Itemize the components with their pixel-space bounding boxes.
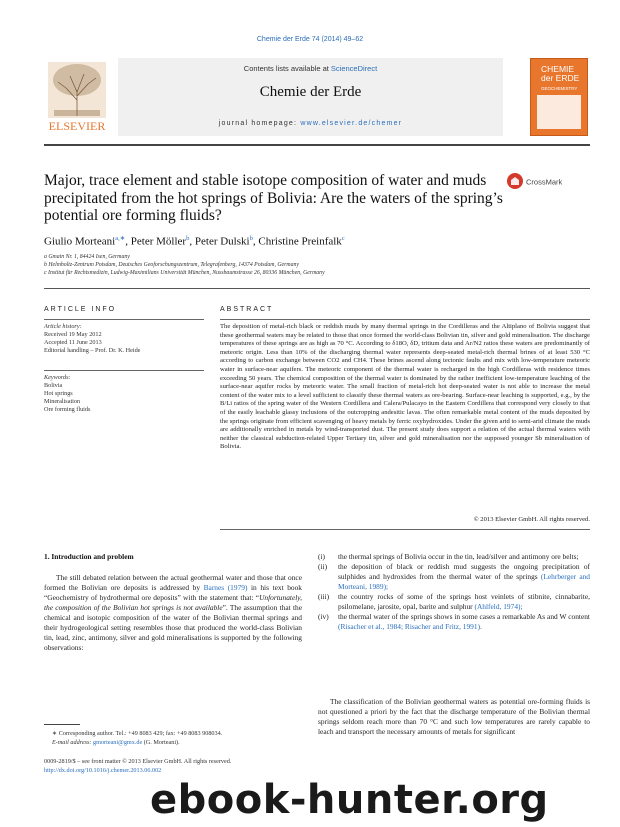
header-divider — [44, 144, 590, 146]
journal-reference[interactable]: Chemie der Erde 74 (2014) 49–62 — [256, 36, 364, 43]
intro-paragraph: The still debated relation between the actual geothermal water and those that once formed the Bolivian ore deposits is addressed by Barnes (1979) in his text book “Geochemistry of hydrothermal ore deposits” with the statement that: “Unfortunately, the composition of the Bolivian hot springs is not available”. The assumption that the chemical and isotopic composition of the water of the Bolivian thermal springs and their hydrogeological setting resembles those that produced the world-class Bolivian tin, lead, zinc, antimony, silver and gold mineralisations is supported by the following observations: — [44, 573, 303, 652]
abstract-heading: ABSTRACT — [220, 306, 274, 313]
affiliation-item: b Helmholtz-Zentrum Potsdam, Deutsches Geoforschungszentrum, Telegrafenberg, 14374 Potsdam, Germany — [44, 262, 299, 268]
elsevier-logo — [44, 60, 110, 134]
observation-list — [318, 552, 590, 632]
author-name: Peter Möller — [130, 235, 187, 248]
front-matter: 0009-2819/$ – see front matter © 2013 Elsevier GmbH. All rights reserved. http://dx.doi.org/10.1016/j.chemer.2013.06.002 — [44, 758, 232, 774]
contents-line: Contents lists available at ScienceDirect — [243, 64, 378, 73]
homepage-link[interactable]: www.elsevier.de/chemer — [300, 120, 403, 127]
abstract-end-divider — [220, 529, 590, 530]
keyword-item: Mineralisation — [44, 398, 81, 405]
sciencedirect-link[interactable]: ScienceDirect — [330, 64, 378, 73]
author-name: Peter Dulski — [194, 235, 250, 248]
article-info-heading: ARTICLE INFO — [44, 306, 117, 313]
crossmark-label: CrossMark — [526, 177, 563, 187]
journal-cover-thumbnail — [530, 58, 588, 136]
author-affiliation-link[interactable]: b — [186, 235, 190, 242]
abstract-text: The deposition of metal-rich black or reddish muds by many thermal springs in the Cordilleras and the Altiplano of Bolivia suggest that these geothermal waters may be related to those that once formed the world-class Bolivian tin, silver and gold mineralisation. The discharge temperatures of these springs are as high as 70 °C. According to δ18O, δD, tritium data and Ar/N2 ratios these waters are predominantly of meteoric origin. Less than 10% of the discharging thermal water represents deep-seated metal-rich thermal brines of at least 530 °C according to carbon exchange between CO2 and CH4. These brines ascend along tectonic faults and mix with low-temperature meteoric water in surface-near aquifers. The meteoric component of the thermal water is recharged in the high Cordilleras with residence times exceeding 50 years. The chemical composition of the thermal water is dominated by the rather inefficient low-temperature leaching of the surface-near aquifer rocks by meteoric water. The small fraction of metal-rich hot deep-seated water is not able to increase the metal content of the water mix to a level sufficient to classify these thermal waters as ore-bearing. Surface-near leaching is supported, e.g., by the B/Li ratios of the spring water of the Western Cordillera and Calera/Pulacayo in the Eastern Cordillera that correspond very closely to that of the easily leachable glassy inclusions of the outcropping andesitic lavas. The often remarkable metal content of the muds deposited by the springs originate from efficient scavenging of heavy metals by ferric oxyhydroxides. Under the given arid to semi-arid climate the muds are additionally enriched in metals by wind-transported dust. The present study does support a relation of the actual thermal waters with neither the classical subduction-related Upper Tertiary tin, silver and gold mineralisation nor the supposed younger Sb mineralisation of Bolivia. — [220, 323, 590, 451]
author-affiliation-link[interactable]: c — [341, 235, 345, 242]
article-title: Major, trace element and stable isotope composition of water and muds precipitated from the hot springs of Bolivia: Are the waters of the spring’s potential ore forming fluids? — [44, 172, 503, 224]
keyword-item: Hot springs — [44, 390, 73, 397]
citation-link[interactable]: Barnes (1979) — [203, 583, 248, 592]
journal-homepage: journal homepage: www.elsevier.de/chemer — [218, 120, 403, 127]
section-divider — [44, 288, 590, 289]
list-item: (iii) the country rocks of some of the springs host veinlets of stibnite, cinnabarite, psilomelane, jarosite, opal, barite and sulphur (Ahlfeld, 1974); — [318, 592, 590, 611]
footnote-divider — [44, 724, 80, 725]
cover-image — [537, 95, 581, 129]
history-item: Accepted 11 June 2013 — [44, 339, 102, 346]
abstract-divider — [220, 319, 590, 320]
list-item: (iv) the thermal water of the springs shows in some cases a remarkable As and W content (Risacher et al., 1984; Risacher and Fritz, 1991). — [318, 612, 590, 631]
keywords — [44, 374, 90, 414]
history-item: Received 19 May 2012 — [44, 331, 102, 338]
affiliation-item: c Institut für Rechtsmedizin, Ludwig-Maximilians Universität München, Nussbaumstrasse 26, 80336 München, Germany — [44, 270, 325, 276]
cover-title-1: CHEMIE — [541, 64, 575, 74]
history-label: Article history: — [44, 323, 82, 330]
citation-link[interactable]: (Lehrberger and Morteani, 1989); — [338, 572, 590, 591]
history-item: Editorial handling – Prof. Dr. K. Heide — [44, 347, 141, 354]
body-paragraph: The classification of the Bolivian geothermal waters as potential ore-forming fluids is not questioned a priori by the fact that the discharge temperature of the Bolivian thermal springs seldom reach more than 70 °C and such low temperatures are rarely capable to leach and transport the necessary amounts of metals for significant — [318, 697, 590, 736]
author-list: Giulio Morteani$^{a,∗}$, Peter Möller$^b$, Peter Dulski$^b$, Christine Preinfalk$^c$ — [44, 235, 345, 248]
author-name: Christine Preinfalk — [258, 235, 342, 248]
journal-title: Chemie der Erde — [259, 84, 362, 100]
article-info-divider — [44, 319, 204, 320]
affiliations — [44, 253, 325, 277]
list-item: (i) the thermal springs of Bolivia occur in the tin, lead/silver and antimony ore belts; — [318, 552, 579, 561]
email-link[interactable]: gmorteani@gmx.de — [93, 738, 143, 746]
section-heading: 1. Introduction and problem — [44, 552, 134, 561]
article-history — [44, 323, 140, 355]
quote-text: Unfortunately, the composition of the Bolivian hot springs is not available — [44, 593, 302, 612]
citation-link[interactable]: (Ahlfeld, 1974); — [474, 602, 523, 611]
citation-link[interactable]: (Risacher et al., 1984; Risacher and Fritz, 1991). — [338, 622, 482, 631]
cover-title-2: der ERDE — [541, 73, 580, 83]
affiliation-item: a Gmain Nr. 1, 84424 Isen, Germany — [44, 254, 130, 260]
elsevier-logo-text: ELSEVIER — [48, 119, 106, 133]
crossmark-badge[interactable] — [506, 172, 590, 190]
author-name: Giulio Morteani — [44, 235, 116, 248]
keywords-divider — [44, 370, 204, 371]
watermark: ebook-hunter.org — [150, 777, 549, 823]
copyright-notice: © 2013 Elsevier GmbH. All rights reserved. — [473, 516, 590, 523]
keywords-label: Keywords: — [44, 374, 71, 381]
doi-link[interactable]: http://dx.doi.org/10.1016/j.chemer.2013.06.002 — [44, 766, 162, 774]
author-affiliation-link[interactable]: b — [249, 235, 253, 242]
keyword-item: Bolivia — [44, 382, 63, 389]
cover-subtitle: GEOCHEMISTRY — [541, 86, 578, 91]
author-affiliation-link[interactable]: a,∗ — [115, 235, 126, 242]
corresponding-author-footnote: ∗ Corresponding author. Tel.: +49 8083 429; fax: +49 8083 908034. E-mail address: gmorteani@gmx.de (G. Morteani). — [52, 730, 223, 746]
keyword-item: Ore forming fluids — [44, 406, 91, 413]
list-item: (ii) the deposition of black or reddish mud suggests the ongoing precipitation of sulphides and hydroxides from the thermal water of the springs (Lehrberger and Morteani, 1989); — [318, 562, 590, 591]
